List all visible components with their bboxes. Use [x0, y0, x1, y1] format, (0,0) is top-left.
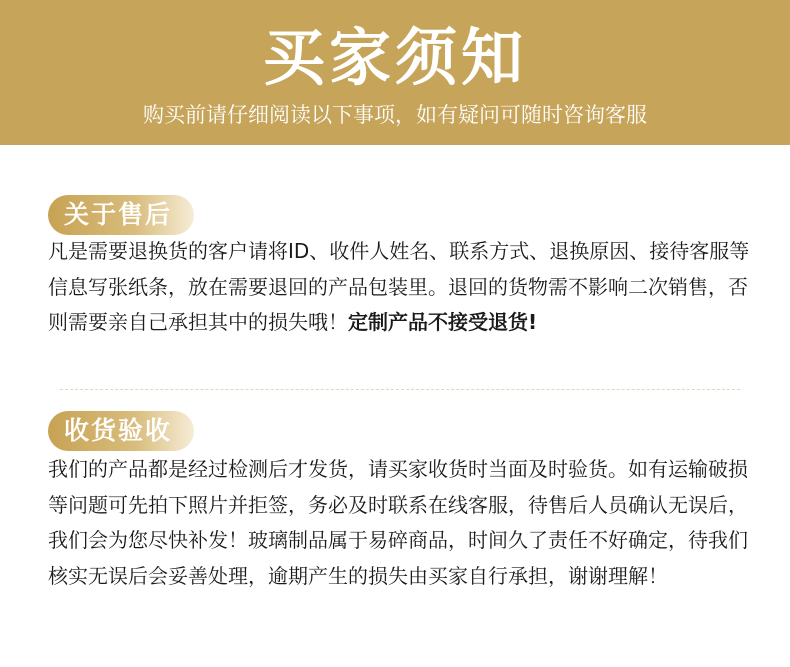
section-divider [60, 389, 740, 390]
section-tag-receipt-inspection: 收货验收 [48, 411, 194, 451]
page-title: 买家须知 [262, 21, 527, 94]
section-tag-after-sales: 关于售后 [48, 195, 194, 235]
after-sales-text: 凡是需要退换货的客户请将ID、收件人姓名、联系方式、退换原因、接待客服等信息写张纸条，放在需要退回的产品包装里。退回的货物需不影响二次销售，否则需要亲自己承担其中的损失哦！ [48, 239, 750, 334]
page-subtitle: 购买前请仔细阅读以下事项，如有疑问可随时咨询客服 [143, 103, 647, 127]
after-sales-emphasis: 定制产品不接受退货! [348, 310, 538, 334]
after-sales-paragraph [48, 234, 758, 341]
receipt-inspection-paragraph: 我们的产品都是经过检测后才发货，请买家收货时当面及时验货。如有运输破损等问题可先拍下照片并拒签，务必及时联系在线客服，待售后人员确认无误后，我们会为您尽快补发！玻璃制品属于易碎商品，时间久了责任不好确定，待我们核实无误后会妥善处理，逾期产生的损失由买家自行承担，谢谢理解！ [48, 457, 748, 588]
header-banner [0, 0, 790, 145]
